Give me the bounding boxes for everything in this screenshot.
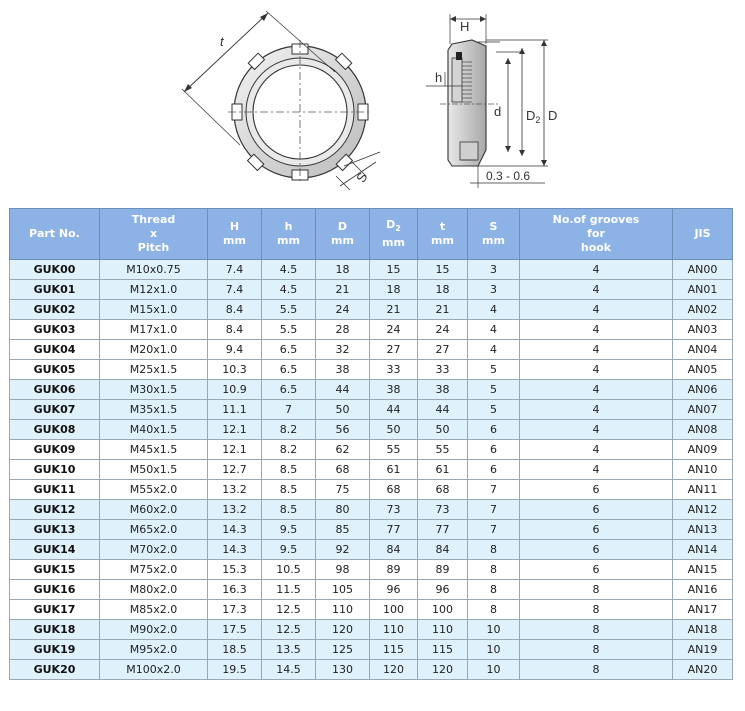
cell-t: 115 (418, 640, 468, 660)
table-row (10, 580, 733, 600)
cell-h: 6.5 (262, 340, 316, 360)
cell-H: 14.3 (208, 520, 262, 540)
cell-D2: 110 (370, 620, 418, 640)
cell-part-no: GUK07 (10, 400, 100, 420)
label-t: t (220, 34, 224, 49)
cell-part-no: GUK14 (10, 540, 100, 560)
cell-S: 5 (468, 380, 520, 400)
cell-H: 17.3 (208, 600, 262, 620)
cell-t: 44 (418, 400, 468, 420)
cell-S: 4 (468, 320, 520, 340)
cell-part-no: GUK09 (10, 440, 100, 460)
cell-part-no: GUK17 (10, 600, 100, 620)
cell-grooves: 4 (520, 400, 673, 420)
table-row (10, 560, 733, 580)
cell-grooves: 4 (520, 280, 673, 300)
cell-D: 75 (316, 480, 370, 500)
cell-D: 68 (316, 460, 370, 480)
cell-S: 3 (468, 260, 520, 280)
header-D2: $D_2$ mm (370, 209, 418, 260)
cell-grooves: 4 (520, 360, 673, 380)
cell-D: 62 (316, 440, 370, 460)
cell-D2: 38 (370, 380, 418, 400)
cell-jis: AN09 (673, 440, 733, 460)
table-row (10, 360, 733, 380)
cell-h: 9.5 (262, 520, 316, 540)
cell-S: 5 (468, 360, 520, 380)
cell-t: 73 (418, 500, 468, 520)
cell-D2: 55 (370, 440, 418, 460)
cell-H: 7.4 (208, 280, 262, 300)
cell-part-no: GUK13 (10, 520, 100, 540)
label-D2-sub: 2 (535, 115, 541, 125)
table-header-row (10, 209, 733, 260)
cell-t: 89 (418, 560, 468, 580)
cell-grooves: 4 (520, 260, 673, 280)
cell-jis: AN00 (673, 260, 733, 280)
cell-thread: M100x2.0 (100, 660, 208, 680)
label-d: d (494, 104, 502, 119)
cell-part-no: GUK18 (10, 620, 100, 640)
cell-h: 13.5 (262, 640, 316, 660)
label-D2 (526, 108, 540, 125)
cell-h: 12.5 (262, 620, 316, 640)
cell-D: 18 (316, 260, 370, 280)
cell-h: 6.5 (262, 380, 316, 400)
table-body (10, 260, 733, 680)
cell-thread: M55x2.0 (100, 480, 208, 500)
cell-h: 11.5 (262, 580, 316, 600)
cell-D: 32 (316, 340, 370, 360)
cell-D: 85 (316, 520, 370, 540)
cell-grooves: 4 (520, 300, 673, 320)
cell-D: 56 (316, 420, 370, 440)
table-row (10, 620, 733, 640)
cell-part-no: GUK08 (10, 420, 100, 440)
cell-thread: M60x2.0 (100, 500, 208, 520)
cell-D2: 77 (370, 520, 418, 540)
cell-thread: M70x2.0 (100, 540, 208, 560)
label-D2-main: D (526, 108, 536, 123)
cell-D: 44 (316, 380, 370, 400)
cell-jis: AN13 (673, 520, 733, 540)
cell-t: 24 (418, 320, 468, 340)
header-t: t mm (418, 209, 468, 260)
cell-grooves: 8 (520, 640, 673, 660)
table-row (10, 440, 733, 460)
cell-grooves: 4 (520, 340, 673, 360)
cell-h: 8.2 (262, 440, 316, 460)
cell-part-no: GUK03 (10, 320, 100, 340)
cell-H: 10.9 (208, 380, 262, 400)
cell-grooves: 8 (520, 660, 673, 680)
cell-H: 12.1 (208, 420, 262, 440)
cell-thread: M15x1.0 (100, 300, 208, 320)
cell-h: 9.5 (262, 540, 316, 560)
cell-part-no: GUK15 (10, 560, 100, 580)
cell-S: 10 (468, 640, 520, 660)
cell-h: 12.5 (262, 600, 316, 620)
cell-h: 14.5 (262, 660, 316, 680)
table-row (10, 280, 733, 300)
header-grooves: No.of grooves for hook (520, 209, 673, 260)
cell-D2: 50 (370, 420, 418, 440)
cell-H: 18.5 (208, 640, 262, 660)
cell-D2: 96 (370, 580, 418, 600)
cell-grooves: 6 (520, 540, 673, 560)
cell-S: 6 (468, 460, 520, 480)
cell-jis: AN18 (673, 620, 733, 640)
cell-thread: M45x1.5 (100, 440, 208, 460)
table-row (10, 600, 733, 620)
table-row (10, 480, 733, 500)
cell-part-no: GUK20 (10, 660, 100, 680)
cell-S: 6 (468, 420, 520, 440)
cell-h: 5.5 (262, 320, 316, 340)
cell-part-no: GUK06 (10, 380, 100, 400)
cell-jis: AN20 (673, 660, 733, 680)
cell-part-no: GUK04 (10, 340, 100, 360)
cell-grooves: 6 (520, 560, 673, 580)
cell-grooves: 4 (520, 440, 673, 460)
cell-t: 61 (418, 460, 468, 480)
table-row (10, 400, 733, 420)
cell-D2: 61 (370, 460, 418, 480)
cell-part-no: GUK16 (10, 580, 100, 600)
cell-jis: AN03 (673, 320, 733, 340)
cell-t: 96 (418, 580, 468, 600)
cell-jis: AN17 (673, 600, 733, 620)
cell-thread: M50x1.5 (100, 460, 208, 480)
cell-S: 3 (468, 280, 520, 300)
cell-part-no: GUK00 (10, 260, 100, 280)
table-row (10, 300, 733, 320)
cell-jis: AN16 (673, 580, 733, 600)
cell-jis: AN01 (673, 280, 733, 300)
cell-t: 68 (418, 480, 468, 500)
cell-thread: M90x2.0 (100, 620, 208, 640)
cell-t: 55 (418, 440, 468, 460)
label-s: S (353, 169, 371, 185)
cell-thread: M65x2.0 (100, 520, 208, 540)
header-D: D mm (316, 209, 370, 260)
cell-H: 7.4 (208, 260, 262, 280)
cell-t: 18 (418, 280, 468, 300)
cell-t: 27 (418, 340, 468, 360)
cell-D2: 33 (370, 360, 418, 380)
cell-S: 7 (468, 480, 520, 500)
cell-jis: AN04 (673, 340, 733, 360)
cell-D2: 18 (370, 280, 418, 300)
cell-thread: M95x2.0 (100, 640, 208, 660)
cell-S: 8 (468, 600, 520, 620)
cell-t: 120 (418, 660, 468, 680)
header-S: S mm (468, 209, 520, 260)
table-row (10, 460, 733, 480)
cell-thread: M10x0.75 (100, 260, 208, 280)
cell-h: 4.5 (262, 260, 316, 280)
cell-thread: M17x1.0 (100, 320, 208, 340)
cell-D: 38 (316, 360, 370, 380)
cell-jis: AN07 (673, 400, 733, 420)
cell-D2: 89 (370, 560, 418, 580)
cell-part-no: GUK12 (10, 500, 100, 520)
cell-t: 50 (418, 420, 468, 440)
label-h: h (435, 70, 443, 85)
cell-part-no: GUK11 (10, 480, 100, 500)
header-h: h mm (262, 209, 316, 260)
cell-h: 8.5 (262, 500, 316, 520)
header-thread: Thread x Pitch (100, 209, 208, 260)
cell-S: 10 (468, 660, 520, 680)
header-H: H mm (208, 209, 262, 260)
cell-jis: AN05 (673, 360, 733, 380)
cell-H: 14.3 (208, 540, 262, 560)
cell-D: 50 (316, 400, 370, 420)
table-row (10, 540, 733, 560)
cell-t: 77 (418, 520, 468, 540)
table-row (10, 660, 733, 680)
cell-D: 120 (316, 620, 370, 640)
cell-jis: AN11 (673, 480, 733, 500)
cell-part-no: GUK02 (10, 300, 100, 320)
cell-D2: 24 (370, 320, 418, 340)
cell-H: 9.4 (208, 340, 262, 360)
cell-H: 13.2 (208, 500, 262, 520)
cell-H: 16.3 (208, 580, 262, 600)
cell-S: 10 (468, 620, 520, 640)
cell-h: 5.5 (262, 300, 316, 320)
cell-D2: 115 (370, 640, 418, 660)
cell-H: 12.1 (208, 440, 262, 460)
cell-grooves: 6 (520, 520, 673, 540)
cell-t: 110 (418, 620, 468, 640)
cell-jis: AN10 (673, 460, 733, 480)
cell-jis: AN08 (673, 420, 733, 440)
cell-S: 8 (468, 540, 520, 560)
cell-thread: M35x1.5 (100, 400, 208, 420)
cell-grooves: 8 (520, 580, 673, 600)
side-view (426, 14, 557, 188)
table-row (10, 500, 733, 520)
header-part-no: Part No. (10, 209, 100, 260)
label-tolerance: 0.3 - 0.6 (486, 169, 531, 183)
cell-D2: 27 (370, 340, 418, 360)
technical-drawing (0, 0, 745, 205)
cell-jis: AN06 (673, 380, 733, 400)
cell-part-no: GUK01 (10, 280, 100, 300)
table-row (10, 380, 733, 400)
cell-D: 98 (316, 560, 370, 580)
label-H: H (460, 19, 470, 34)
cell-H: 8.4 (208, 320, 262, 340)
cell-thread: M80x2.0 (100, 580, 208, 600)
cell-D2: 84 (370, 540, 418, 560)
cell-jis: AN15 (673, 560, 733, 580)
cell-grooves: 6 (520, 480, 673, 500)
cell-h: 8.2 (262, 420, 316, 440)
cell-grooves: 4 (520, 420, 673, 440)
cell-t: 84 (418, 540, 468, 560)
cell-t: 21 (418, 300, 468, 320)
cell-t: 33 (418, 360, 468, 380)
cell-S: 8 (468, 560, 520, 580)
cell-H: 12.7 (208, 460, 262, 480)
cell-D: 130 (316, 660, 370, 680)
cell-thread: M85x2.0 (100, 600, 208, 620)
cell-D2: 100 (370, 600, 418, 620)
cell-D2: 21 (370, 300, 418, 320)
table-row (10, 420, 733, 440)
cell-D: 80 (316, 500, 370, 520)
cell-D2: 68 (370, 480, 418, 500)
cell-thread: M30x1.5 (100, 380, 208, 400)
table-row (10, 640, 733, 660)
cell-t: 100 (418, 600, 468, 620)
cell-H: 15.3 (208, 560, 262, 580)
cell-part-no: GUK10 (10, 460, 100, 480)
cell-grooves: 4 (520, 380, 673, 400)
cell-t: 38 (418, 380, 468, 400)
cell-H: 10.3 (208, 360, 262, 380)
cell-thread: M25x1.5 (100, 360, 208, 380)
cell-S: 4 (468, 300, 520, 320)
cell-D: 125 (316, 640, 370, 660)
cell-h: 7 (262, 400, 316, 420)
cell-H: 8.4 (208, 300, 262, 320)
cell-h: 6.5 (262, 360, 316, 380)
table-row (10, 340, 733, 360)
cell-H: 19.5 (208, 660, 262, 680)
cell-D: 92 (316, 540, 370, 560)
cell-D: 110 (316, 600, 370, 620)
cell-jis: AN12 (673, 500, 733, 520)
cell-S: 5 (468, 400, 520, 420)
cell-thread: M40x1.5 (100, 420, 208, 440)
cell-S: 4 (468, 340, 520, 360)
table-row (10, 320, 733, 340)
label-D: D (548, 108, 558, 123)
cell-h: 10.5 (262, 560, 316, 580)
cell-D: 24 (316, 300, 370, 320)
cell-D: 105 (316, 580, 370, 600)
cell-H: 11.1 (208, 400, 262, 420)
cell-H: 17.5 (208, 620, 262, 640)
cell-grooves: 8 (520, 600, 673, 620)
cell-grooves: 4 (520, 460, 673, 480)
cell-h: 8.5 (262, 460, 316, 480)
cell-S: 7 (468, 500, 520, 520)
header-jis: JIS (673, 209, 733, 260)
cell-thread: M75x2.0 (100, 560, 208, 580)
table-row (10, 520, 733, 540)
cell-D2: 73 (370, 500, 418, 520)
cell-t: 15 (418, 260, 468, 280)
cell-grooves: 4 (520, 320, 673, 340)
cell-H: 13.2 (208, 480, 262, 500)
cell-part-no: GUK19 (10, 640, 100, 660)
cell-h: 8.5 (262, 480, 316, 500)
cell-D2: 44 (370, 400, 418, 420)
cell-D2: 15 (370, 260, 418, 280)
cell-D: 28 (316, 320, 370, 340)
cell-jis: AN02 (673, 300, 733, 320)
cell-part-no: GUK05 (10, 360, 100, 380)
cell-D2: 120 (370, 660, 418, 680)
cell-S: 6 (468, 440, 520, 460)
cell-jis: AN19 (673, 640, 733, 660)
cell-h: 4.5 (262, 280, 316, 300)
cell-jis: AN14 (673, 540, 733, 560)
table-row (10, 260, 733, 280)
cell-thread: M20x1.0 (100, 340, 208, 360)
cell-D: 21 (316, 280, 370, 300)
front-view (182, 11, 380, 190)
cell-grooves: 8 (520, 620, 673, 640)
cell-thread: M12x1.0 (100, 280, 208, 300)
cell-S: 8 (468, 580, 520, 600)
cell-grooves: 6 (520, 500, 673, 520)
spec-table (9, 208, 733, 680)
cell-S: 7 (468, 520, 520, 540)
